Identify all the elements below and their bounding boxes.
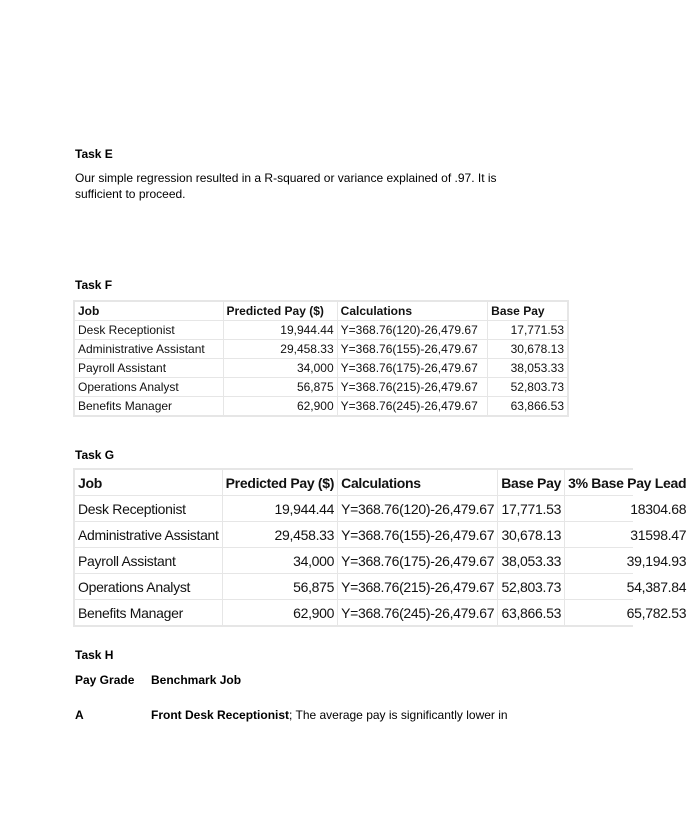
table-cell: 63,866.53: [488, 397, 567, 415]
task-f-table-image: [73, 300, 569, 417]
table-cell: Y=368.76(215)-26,479.67: [338, 378, 488, 396]
column-header: Calculations: [338, 302, 488, 320]
table-cell: 38,053.33: [488, 359, 567, 377]
table-cell: Y=368.76(175)-26,479.67: [338, 548, 497, 573]
table-cell: 54,387.84: [565, 574, 689, 599]
table-cell: 34,000: [224, 359, 337, 377]
column-header: Predicted Pay ($): [224, 302, 337, 320]
table-cell: 56,875: [224, 378, 337, 396]
table-cell: Y=368.76(155)-26,479.67: [338, 522, 497, 547]
column-header: 3% Base Pay Lead: [565, 470, 689, 495]
column-header: Base Pay: [488, 302, 567, 320]
table-cell: 63,866.53: [498, 600, 564, 625]
table-cell: Benefits Manager: [75, 397, 223, 415]
table-cell: 62,900: [224, 397, 337, 415]
table-row: [75, 340, 567, 358]
benchmark-job-cell: [151, 708, 508, 722]
table-cell: Administrative Assistant: [75, 522, 222, 547]
table-cell: 62,900: [223, 600, 338, 625]
table-cell: Y=368.76(120)-26,479.67: [338, 321, 488, 339]
table-row: [75, 397, 567, 415]
table-cell: 31598.47: [565, 522, 689, 547]
table-row: [75, 548, 689, 573]
table-cell: Y=368.76(245)-26,479.67: [338, 600, 497, 625]
table-cell: 38,053.33: [498, 548, 564, 573]
table-row: [75, 359, 567, 377]
pay-grade-value: A: [75, 708, 84, 722]
column-header: Calculations: [338, 470, 497, 495]
column-header: Predicted Pay ($): [223, 470, 338, 495]
table-cell: 29,458.33: [224, 340, 337, 358]
table-cell: 52,803.73: [498, 574, 564, 599]
benchmark-job-header-cell: [151, 673, 241, 687]
table-cell: 19,944.44: [223, 496, 338, 521]
table-row: [75, 574, 689, 599]
table-header-row: [75, 470, 689, 495]
table-row: [75, 600, 689, 625]
pay-grade-header: Pay Grade: [75, 673, 135, 687]
table-cell: Desk Receptionist: [75, 496, 222, 521]
task-g-table-image: [73, 468, 687, 627]
table-cell: 30,678.13: [488, 340, 567, 358]
benchmark-job-description: ; The average pay is significantly lower in: [289, 708, 508, 722]
benchmark-job-name: Front Desk Receptionist: [151, 708, 290, 722]
table-cell: Benefits Manager: [75, 600, 222, 625]
table-cell: Operations Analyst: [75, 378, 223, 396]
task-e-heading: Task E: [75, 147, 113, 161]
table-cell: Y=368.76(120)-26,479.67: [338, 496, 497, 521]
task-g-heading: Task G: [75, 448, 115, 462]
table-header-row: [75, 302, 567, 320]
table-cell: 30,678.13: [498, 522, 564, 547]
table-cell: 17,771.53: [488, 321, 567, 339]
table-row: [75, 321, 567, 339]
table-cell: Payroll Assistant: [75, 548, 222, 573]
column-header: Base Pay: [498, 470, 564, 495]
column-header: Job: [75, 470, 222, 495]
table-cell: 65,782.53: [565, 600, 689, 625]
benchmark-job-header: Benchmark Job: [151, 673, 242, 687]
table-cell: 56,875: [223, 574, 338, 599]
task-g-table: [74, 469, 690, 626]
table-cell: Y=368.76(175)-26,479.67: [338, 359, 488, 377]
task-f-heading: Task F: [75, 278, 113, 292]
table-cell: Payroll Assistant: [75, 359, 223, 377]
table-cell: Y=368.76(155)-26,479.67: [338, 340, 488, 358]
table-cell: 29,458.33: [223, 522, 338, 547]
table-cell: 39,194.93: [565, 548, 689, 573]
task-e-paragraph: Our simple regression resulted in a R-squared or variance explained of .97. It is sufficient to proceed.: [75, 171, 497, 201]
table-cell: Y=368.76(215)-26,479.67: [338, 574, 497, 599]
table-row: [75, 496, 689, 521]
table-cell: Y=368.76(245)-26,479.67: [338, 397, 488, 415]
task-h-heading: Task H: [75, 648, 114, 662]
table-row: [75, 378, 567, 396]
table-cell: 52,803.73: [488, 378, 567, 396]
pay-grade-cell: [75, 708, 84, 722]
table-cell: Desk Receptionist: [75, 321, 223, 339]
task-h-header-row: [75, 673, 134, 687]
table-cell: 34,000: [223, 548, 338, 573]
task-f-table: [74, 301, 568, 416]
table-cell: 17,771.53: [498, 496, 564, 521]
table-cell: 18304.68: [565, 496, 689, 521]
table-cell: 19,944.44: [224, 321, 337, 339]
column-header: Job: [75, 302, 223, 320]
table-cell: Administrative Assistant: [75, 340, 223, 358]
table-cell: Operations Analyst: [75, 574, 222, 599]
table-row: [75, 522, 689, 547]
